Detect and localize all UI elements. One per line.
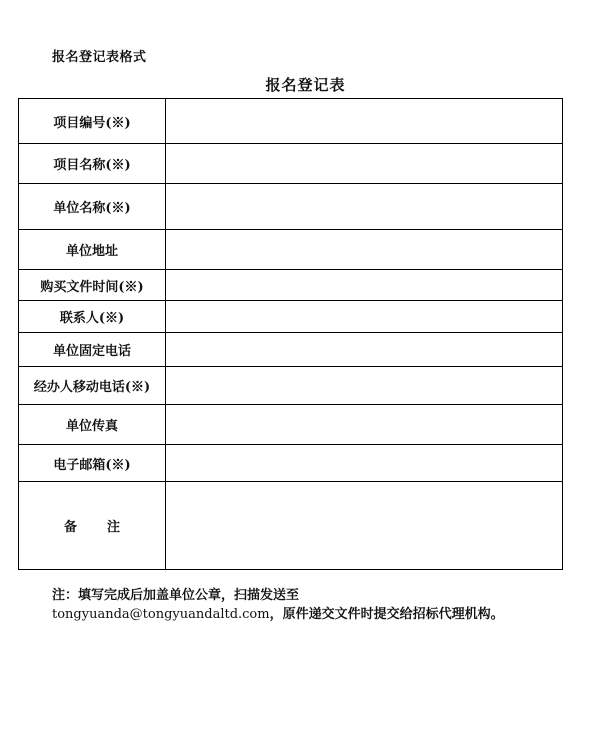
company-address-field[interactable] — [166, 230, 563, 270]
mobile-phone-label: 经办人移动电话(※) — [19, 367, 166, 405]
table-row — [19, 445, 563, 482]
email-label: 电子邮箱(※) — [19, 445, 166, 482]
project-number-field[interactable] — [166, 99, 563, 144]
table-row — [19, 482, 563, 570]
remarks-field[interactable] — [166, 482, 563, 570]
table-row — [19, 301, 563, 333]
contact-person-label: 联系人(※) — [19, 301, 166, 333]
mobile-phone-field[interactable] — [166, 367, 563, 405]
landline-phone-label: 单位固定电话 — [19, 333, 166, 367]
form-title: 报名登记表 — [265, 76, 346, 94]
table-row — [19, 230, 563, 270]
table-row — [19, 333, 563, 367]
contact-person-field[interactable] — [166, 301, 563, 333]
company-name-label: 单位名称(※) — [19, 184, 166, 230]
table-row — [19, 184, 563, 230]
company-address-label: 单位地址 — [19, 230, 166, 270]
company-name-field[interactable] — [166, 184, 563, 230]
remarks-label-char-2: 注 — [107, 520, 121, 535]
contact-email: tongyuanda@tongyuandaltd.com — [52, 607, 270, 622]
fax-label: 单位传真 — [19, 405, 166, 445]
email-field[interactable] — [166, 445, 563, 482]
fax-field[interactable] — [166, 405, 563, 445]
table-row — [19, 99, 563, 144]
project-number-label: 项目编号(※) — [19, 99, 166, 144]
purchase-time-field[interactable] — [166, 270, 563, 301]
purchase-time-label: 购买文件时间(※) — [19, 270, 166, 301]
remarks-label-char-1: 备 — [63, 520, 77, 535]
table-row — [19, 270, 563, 301]
note-line-1: 注：填写完成后加盖单位公章，扫描发送至 — [52, 588, 300, 603]
project-name-field[interactable] — [166, 144, 563, 184]
note-line-2-suffix: ，原件递交文件时提交给招标代理机构。 — [269, 607, 504, 622]
table-row — [19, 405, 563, 445]
footer-note — [52, 586, 504, 624]
table-row — [19, 367, 563, 405]
table-row — [19, 144, 563, 184]
landline-phone-field[interactable] — [166, 333, 563, 367]
registration-table — [18, 98, 563, 570]
note-line-2 — [52, 605, 504, 624]
section-caption: 报名登记表格式 — [52, 50, 147, 65]
project-name-label: 项目名称(※) — [19, 144, 166, 184]
remarks-label — [19, 482, 166, 570]
